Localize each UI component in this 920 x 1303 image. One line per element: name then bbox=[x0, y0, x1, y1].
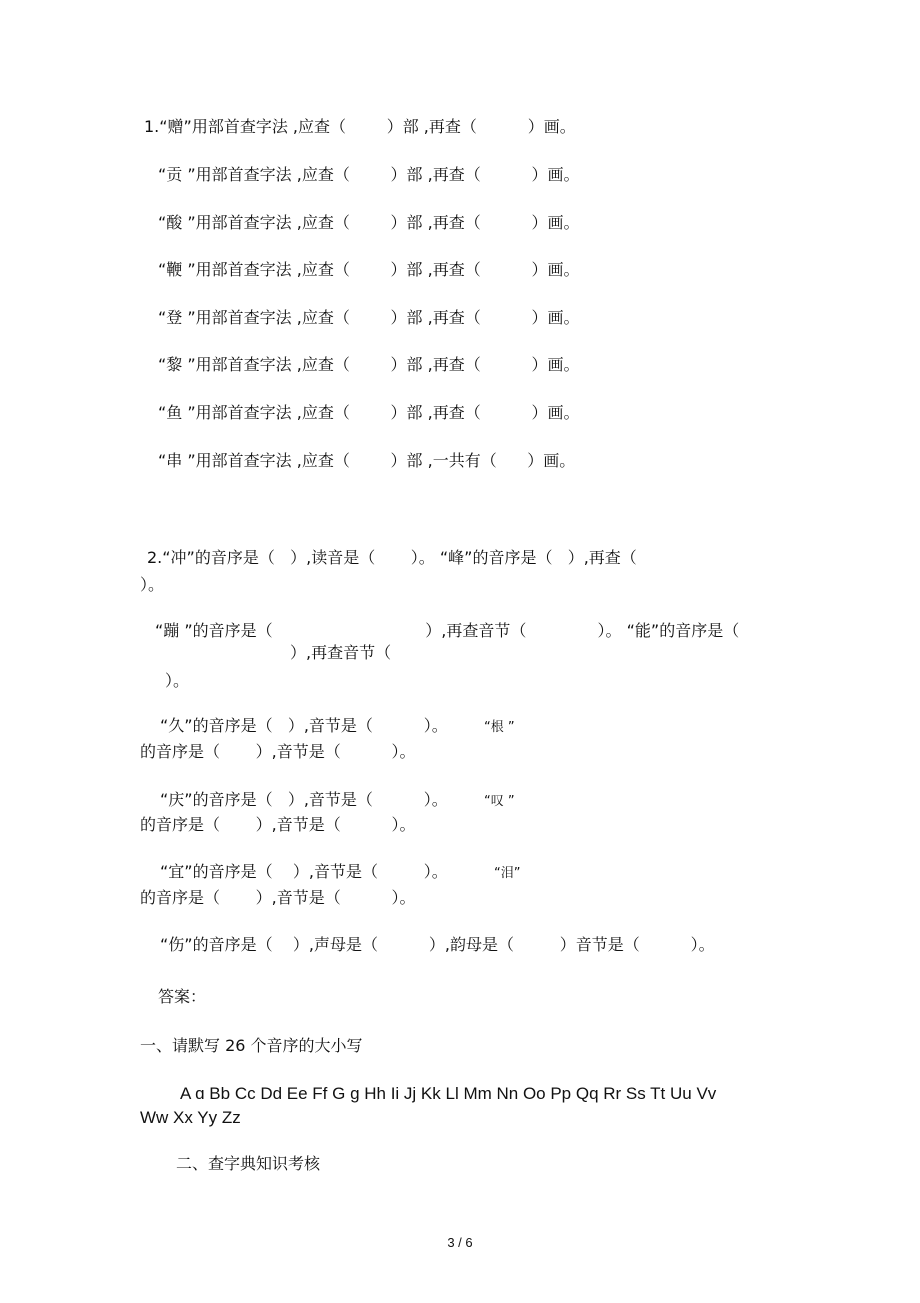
q2-line: ）。 bbox=[140, 575, 165, 594]
q1-line: “黎 ”用部首查字法 ,应查（ ）部 ,再查（ ）画。 bbox=[158, 355, 580, 374]
q2-line: “庆”的音序是（ ）,音节是（ ）。 bbox=[160, 790, 448, 809]
q2-line: ）,再查音节（ bbox=[290, 643, 392, 662]
q1-line: “鞭 ”用部首查字法 ,应查（ ）部 ,再查（ ）画。 bbox=[158, 260, 580, 279]
q2-line: 的音序是（ ）,音节是（ ）。 bbox=[140, 888, 416, 907]
q2-word: “泪” bbox=[494, 866, 521, 881]
q2-line: “宜”的音序是（ ）,音节是（ ）。 bbox=[160, 862, 448, 881]
q2-word: “根 ” bbox=[484, 720, 515, 735]
page-number: 3 / 6 bbox=[447, 1235, 473, 1250]
q2-line: “久”的音序是（ ）,音节是（ ）。 bbox=[160, 716, 448, 735]
answers-heading: 答案： bbox=[158, 987, 207, 1006]
alphabet-line: Ww Xx Yy Zz bbox=[140, 1108, 241, 1127]
q1-line: “酸 ”用部首查字法 ,应查（ ）部 ,再查（ ）画。 bbox=[158, 213, 580, 232]
q2-word: “叹 ” bbox=[484, 794, 515, 809]
q2-line: 的音序是（ ）,音节是（ ）。 bbox=[140, 815, 416, 834]
q2-line: “伤”的音序是（ ）,声母是（ ）,韵母是（ ）音节是（ ）。 bbox=[160, 935, 715, 954]
q1-line: “鱼 ”用部首查字法 ,应查（ ）部 ,再查（ ）画。 bbox=[158, 403, 580, 422]
q2-line: “蹦 ”的音序是（ ）,再查音节（ ）。 “能”的音序是（ bbox=[155, 621, 740, 640]
q1-line: “贡 ”用部首查字法 ,应查（ ）部 ,再查（ ）画。 bbox=[158, 165, 580, 184]
q2-line: 2.“冲”的音序是（ ）,读音是（ ）。 “峰”的音序是（ ）,再查（ bbox=[147, 548, 637, 567]
answers-part2-title: 二、查字典知识考核 bbox=[176, 1154, 321, 1173]
q1-line: 1.“赠”用部首查字法 ,应查（ ）部 ,再查（ ）画。 bbox=[144, 117, 576, 136]
q2-line: ）。 bbox=[165, 671, 190, 690]
alphabet-line: A ɑ Bb Cc Dd Ee Ff G ɡ Hh Ii Jj Kk Ll Mm Nn Oo Pp Qq Rr Ss Tt Uu Vv bbox=[180, 1084, 717, 1103]
q1-line: “串 ”用部首查字法 ,应查（ ）部 ,一共有（ ）画。 bbox=[158, 451, 576, 470]
answers-part1-title: 一、请默写 26 个音序的大小写 bbox=[140, 1036, 363, 1055]
q1-line: “登 ”用部首查字法 ,应查（ ）部 ,再查（ ）画。 bbox=[158, 308, 580, 327]
q2-line: 的音序是（ ）,音节是（ ）。 bbox=[140, 742, 416, 761]
